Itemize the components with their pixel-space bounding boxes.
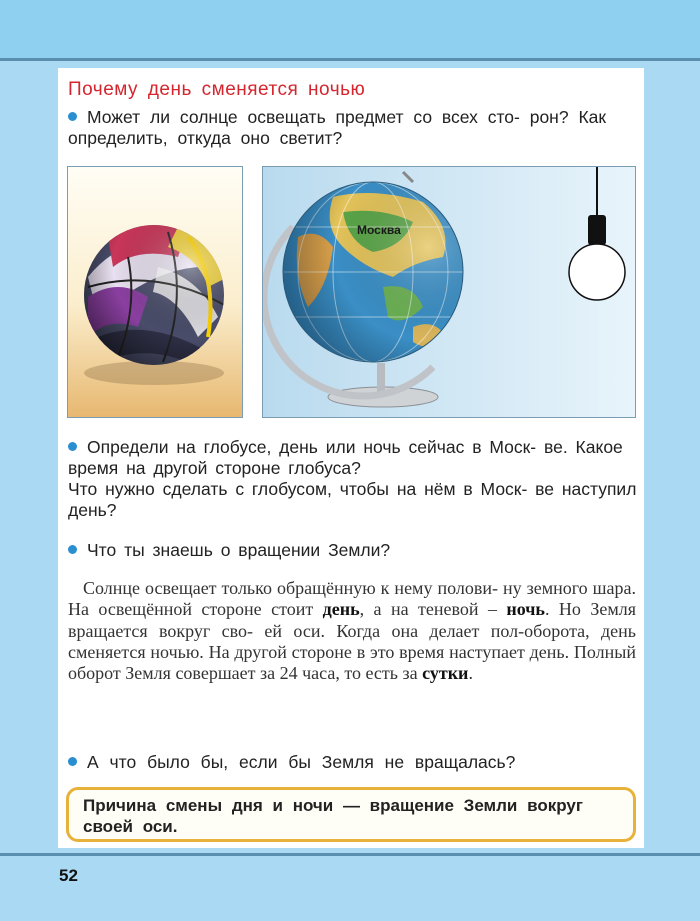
top-divider <box>0 58 700 61</box>
globe-city-label: Москва <box>357 223 401 237</box>
ball-icon <box>68 167 242 417</box>
ball-illustration <box>67 166 243 418</box>
bullet-icon <box>68 112 77 121</box>
term-night: ночь <box>506 599 545 620</box>
paragraph-part-2: , а на теневой – <box>359 599 507 620</box>
question-3 <box>68 540 638 561</box>
paragraph-part-1: Солнце освещает только обращённую к нему полови- ну земного шара. На освещённой стороне стоит <box>68 578 636 620</box>
rule-box <box>66 787 636 842</box>
paragraph-part-3: . Но Земля вращается вокруг сво- ей оси. Когда она делает пол-оборота, день сменяется ночью. На другой стороне в это время наступает день. Полный оборот Земля совершает за 24 часа, то есть за <box>68 599 636 684</box>
bottom-divider <box>0 853 700 856</box>
question-2-text-a: Определи на глобусе, день или ночь сейчас в Моск- ве. Какое время на другой стороне глобуса? <box>68 437 623 478</box>
bullet-icon <box>68 545 77 554</box>
globe-lamp-illustration <box>262 166 636 418</box>
rule-text: Причина смены дня и ночи — вращение Земли вокруг своей оси. <box>83 796 583 836</box>
paragraph-part-4: . <box>468 663 473 684</box>
question-2 <box>68 437 638 521</box>
term-day-cycle: сутки <box>422 663 469 684</box>
page-number: 52 <box>59 866 78 885</box>
question-2-text-b: Что нужно сделать с глобусом, чтобы на нём в Моск- ве наступил день? <box>68 479 637 520</box>
page-title: Почему день сменяется ночью <box>68 79 366 100</box>
top-color-band <box>0 0 700 58</box>
question-1-text: Может ли солнце освещать предмет со всех сто- рон? Как определить, откуда оно светит? <box>68 107 607 148</box>
question-3-text: Что ты знаешь о вращении Земли? <box>87 540 391 560</box>
main-paragraph <box>68 578 636 684</box>
bullet-icon <box>68 757 77 766</box>
bullet-icon <box>68 442 77 451</box>
question-4 <box>68 752 638 773</box>
term-day: день <box>322 599 360 620</box>
question-1 <box>68 107 638 149</box>
globe-icon <box>263 167 635 417</box>
question-4-text: А что было бы, если бы Земля не вращалась? <box>87 752 516 772</box>
